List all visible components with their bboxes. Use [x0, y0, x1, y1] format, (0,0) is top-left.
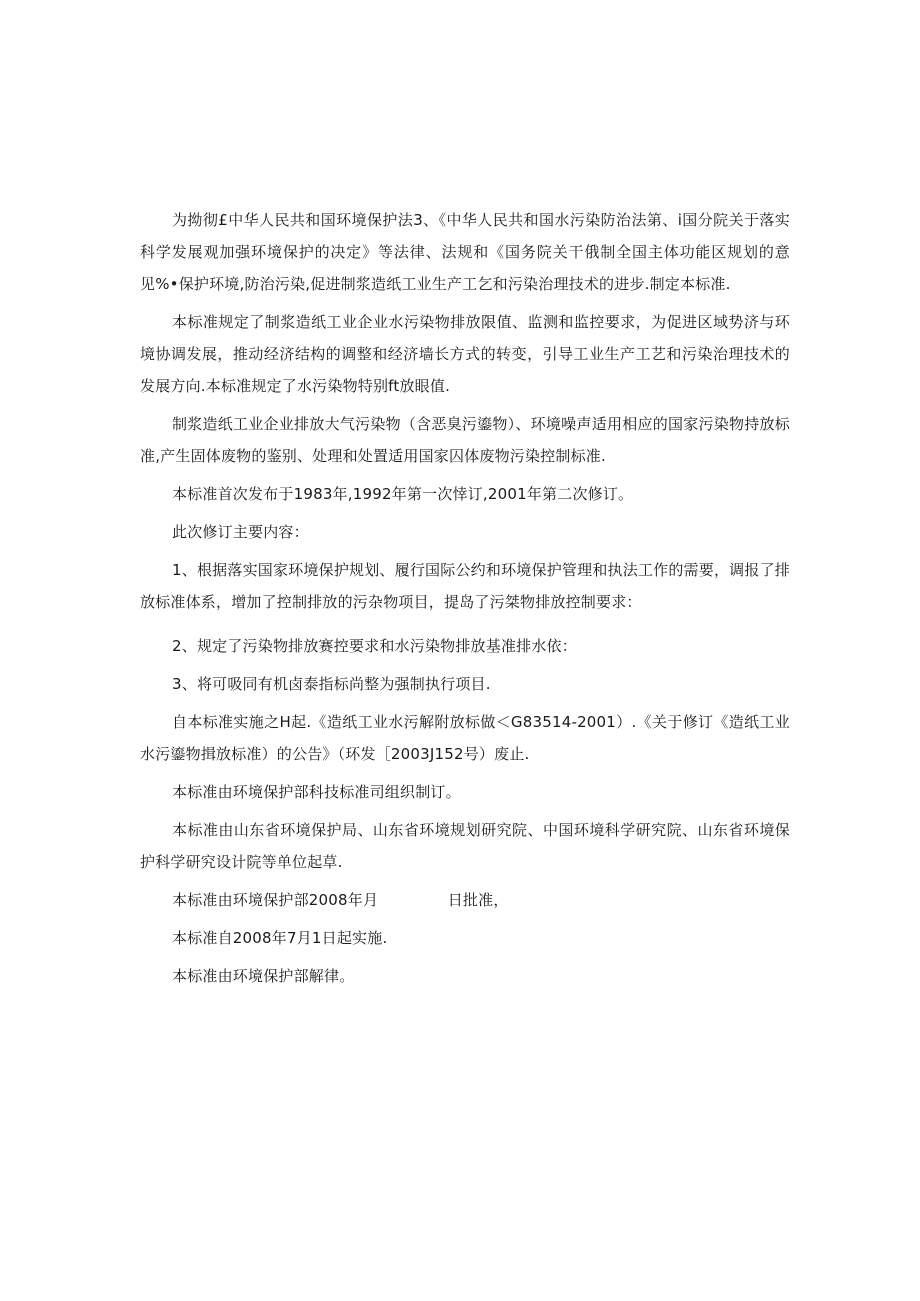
paragraph-purpose: 为拗彻£中华人民共和国环境保护法3、《中华人民共和国水污染防治法第、i国分院关于落实科学发展观加强环境保护的决定》等法律、法规和《国务院关干俄制全国主体功能区规划的意见%•保护环境,防治污染,促进制浆造纸工业生产工乞和污染治理技术的进步.制定本标准. — [140, 211, 790, 293]
paragraph-revision-item-3: 3、将可吸同有机卤泰指标尚整为强制执行项目. — [172, 675, 491, 693]
paragraph-applicability: 制浆造纸工业企业排放大气污染物（含恶臭污鎏物）、环境噪声适用相应的国家污染物持放标准,产生固体废物的鉴别、处理和处置适用国家囚体废物污染控制标准. — [140, 415, 790, 465]
paragraph-revision-item-1: 1、根据落实国家环境保护规划、履行国际公约和环境保护管理和执法工作的需要，调报了排放标准体系，增加了控制排放的污杂物项目，提岛了污桀物排放控制要求： — [140, 561, 790, 611]
paragraph-effective-date: 本标准自2008年7月1日起实施. — [172, 929, 388, 947]
paragraph-approval: 本标准由环境保护部2008年月 日批准， — [172, 891, 509, 909]
paragraph-revision-heading: 此次修订主要内容： — [172, 523, 309, 541]
paragraph-supersession: 自本标准实施之H起.《造纸工业水污解附放标做＜G83514-2001）.《关于修订《造纸工业水污鎏物揖放标准）的公告》（环发［2003J152号）废止. — [140, 713, 790, 763]
paragraph-organizer: 本标准由环境保护部科技标准司组织制订。 — [172, 783, 461, 801]
paragraph-scope: 本标准规定了制浆造纸工业企业水污染物排放限值、监测和监控要求，为促进区域势济与环境协调发展，推动经济结构的调整和经济墙长方式的转变，引导工业生产工艺和污染治理技术的发展方向.本标准规定了水污染物特别ft放眼值. — [140, 313, 790, 395]
document-body — [140, 204, 790, 992]
paragraph-drafters: 本标准由山东省环境保护局、山东省环境规划研究院、中国环境科学研究院、山东省环境保护科学研究设计院等单位起草. — [140, 821, 790, 871]
paragraph-interpretation: 本标准由环境保护部解律。 — [172, 967, 355, 985]
paragraph-revision-item-2: 2、规定了污染物排放赛控要求和水污染物排放基准排水依： — [172, 637, 577, 655]
paragraph-history: 本标准首次发布于1983年,1992年第一次悻订,2001年第二次修订。 — [172, 485, 634, 503]
